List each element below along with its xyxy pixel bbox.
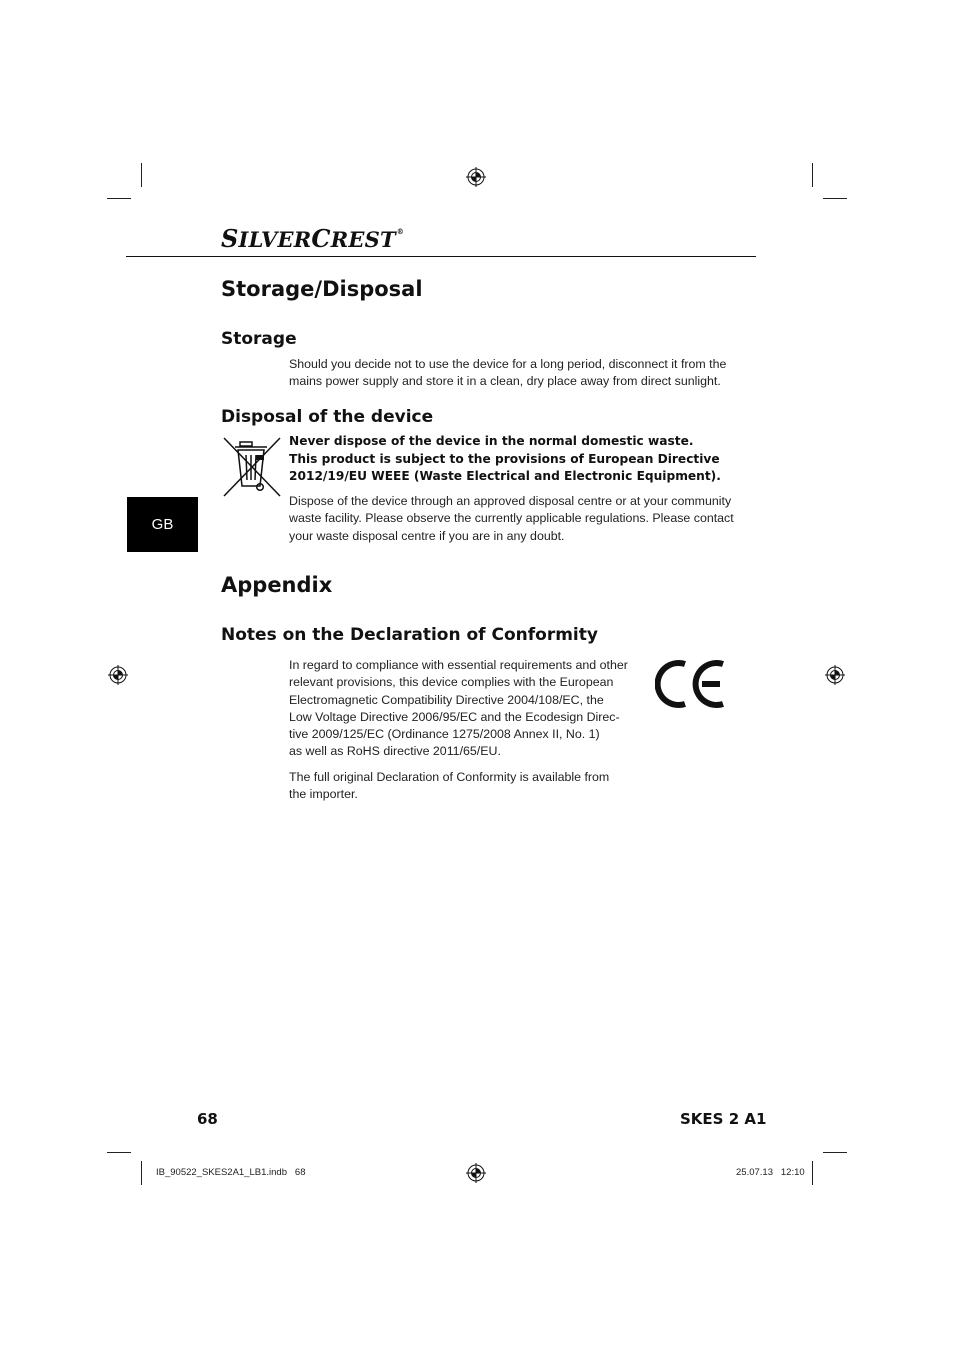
text-line: the importer.: [289, 787, 358, 802]
crop-mark: [812, 163, 813, 187]
text-line: your waste disposal centre if you are in any doubt.: [289, 528, 565, 543]
conformity-availability: [289, 769, 639, 804]
file-name: IB_90522_SKES2A1_LB1.indb 68: [156, 1167, 306, 1178]
brand-logo: [221, 224, 404, 253]
text-line: relevant provisions, this device complies with the European: [289, 675, 614, 690]
model-name: SKES 2 A1: [680, 1110, 767, 1128]
text-line: waste facility. Please observe the currently applicable regulations. Please contact: [289, 511, 734, 526]
text-line: tive 2009/125/EC (Ordinance 1275/2008 Annex II, No. 1): [289, 727, 600, 742]
crop-mark: [107, 1152, 131, 1153]
brand-letters: ILVER: [238, 227, 312, 252]
conformity-heading: Notes on the Declaration of Conformity: [221, 625, 598, 645]
crop-mark: [823, 1152, 847, 1153]
text-line: 2012/19/EU WEEE (Waste Electrical and Electronic Equipment).: [289, 469, 721, 483]
crossed-out-wheelie-bin-icon: [221, 436, 283, 498]
text-line: The full original Declaration of Conformity is available from: [289, 770, 610, 784]
brand-letters: REST: [330, 227, 396, 252]
ce-mark-icon: [655, 658, 729, 710]
crop-mark: [823, 198, 847, 199]
crop-mark: [812, 1161, 813, 1185]
text-line: mains power supply and store it in a clean, dry place away from direct sunlight.: [289, 374, 721, 389]
print-timestamp: 25.07.13 12:10: [736, 1167, 805, 1178]
disposal-heading: Disposal of the device: [221, 407, 434, 427]
text-line: Low Voltage Directive 2006/95/EC and the Ecodesign Direc-: [289, 709, 620, 724]
registration-mark-icon: [825, 665, 845, 685]
text-line: Never dispose of the device in the normal domestic waste.: [289, 434, 694, 448]
brand-letter: C: [311, 224, 331, 253]
text-line: as well as RoHS directive 2011/65/EU.: [289, 744, 501, 759]
storage-heading: Storage: [221, 329, 297, 349]
crop-mark: [107, 198, 131, 199]
text-line: This product is subject to the provisions of European Directive: [289, 451, 720, 466]
section-title: Storage/Disposal: [221, 277, 423, 301]
registered-mark: ®: [396, 227, 404, 236]
page-number: 68: [197, 1110, 218, 1128]
section-title: Appendix: [221, 573, 333, 597]
storage-paragraph: [289, 356, 749, 391]
header-rule: [126, 256, 756, 257]
crop-mark: [141, 163, 142, 187]
disposal-paragraph: [289, 493, 759, 545]
text-line: Electromagnetic Compatibility Directive 2004/108/EC, the: [289, 692, 604, 707]
disposal-warning: [289, 433, 759, 486]
text-line: Should you decide not to use the device for a long period, disconnect it from the: [289, 357, 727, 371]
registration-mark-icon: [108, 665, 128, 685]
text-line: In regard to compliance with essential requirements and other: [289, 658, 628, 672]
language-tab: GB: [127, 497, 198, 552]
registration-mark-icon: [466, 167, 486, 187]
conformity-paragraph: [289, 657, 639, 761]
registration-mark-icon: [466, 1163, 486, 1183]
text-line: Dispose of the device through an approved disposal centre or at your community: [289, 494, 732, 508]
brand-letter: S: [221, 224, 239, 253]
crop-mark: [141, 1161, 142, 1185]
